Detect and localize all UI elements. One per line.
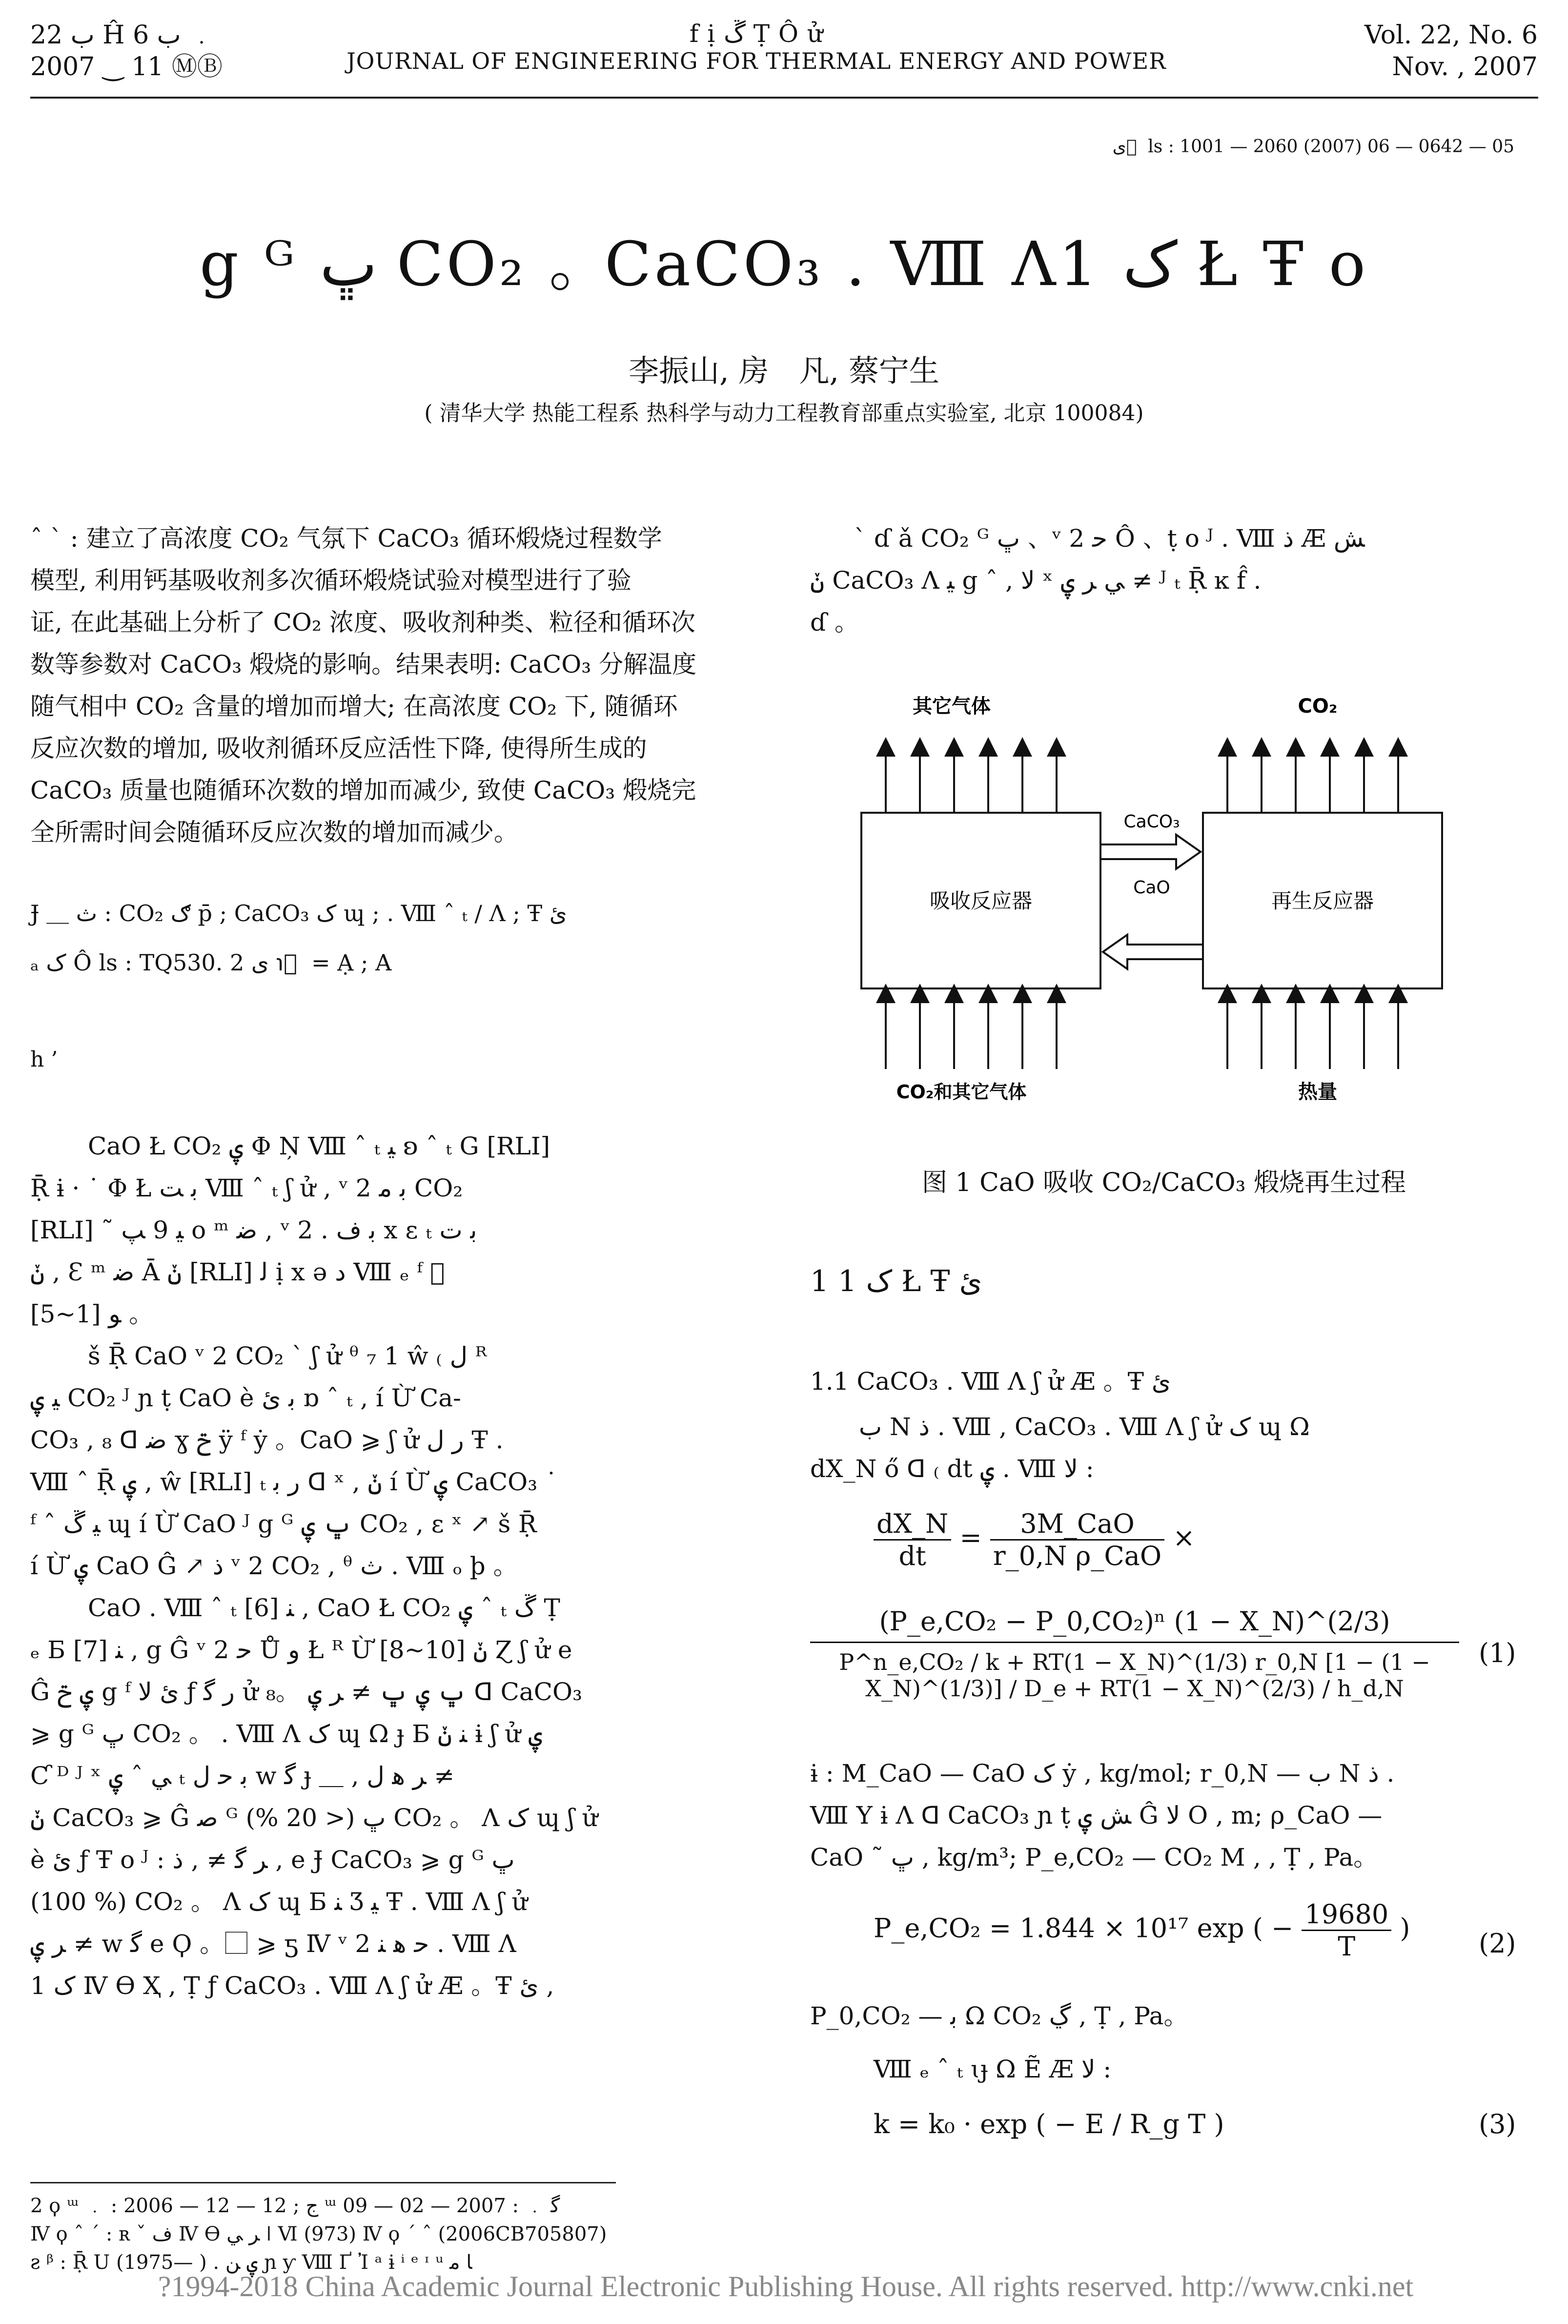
eq3-intro: Ⅷ ₑ ˆ ₜ ɩɟ Ω Ẽ Æ ﻻ : bbox=[874, 2055, 1112, 2083]
footnote-received-date: 2 ϙ ᵚ ﹒ : 2006 — 12 — 12 ; ج ᵚ ﮔ ﹒ : 2007 — 02 — 09 bbox=[30, 2195, 560, 2217]
eq2-fraction bbox=[1302, 1899, 1391, 1962]
abstract-line: 数等参数对 CaCO₃ 煅烧的影响。结果表明: CaCO₃ 分解温度 bbox=[30, 650, 697, 679]
header-rule bbox=[30, 97, 1538, 99]
body-line: ب N ذ . Ⅷ , CaCO₃ . Ⅷ Ʌ ʃ ử ک ɰ Ω bbox=[859, 1413, 1310, 1441]
eq2-text: P_e,CO₂ = 1.844 × 10¹⁷ exp ( − bbox=[874, 1913, 1294, 1944]
paper-title: g ᴳ ڀ CO₂ ｡ CaCO₃ . Ⅷ Ʌ1 ک Ł Ŧ o bbox=[199, 229, 1369, 300]
footnote-funding: Ⅳ ϙ ˆ ˊ : ʀ ˇ ﻑ Ⅳ ϴ ﺮ ﻲ ǀ Ⅵ (973) Ⅳ ϙ ˊ ˆ (2006CB705807) bbox=[30, 2223, 607, 2245]
body-line: Ƈ ᴰ ᴶ ˣ ﻲ ˆ ۑ ₜ ﺑ ﺣ ﻝ w ﮔ ɟ ＿ , ﺮ ﻫ ﻝ ≠ bbox=[30, 1762, 455, 1790]
abstract-line: ˆ ˋ : 建立了高浓度 CO₂ 气氛下 CaCO₃ 循环煅烧过程数学 bbox=[30, 524, 662, 553]
cao-transfer-arrow bbox=[1103, 935, 1203, 969]
equation-2 bbox=[874, 1899, 1410, 1962]
eq1-coef-den: r_0,N ρ_CaO bbox=[993, 1541, 1162, 1571]
abstract-line: CaCO₃ 质量也随循环次数的增加而减少, 致使 CaCO₃ 煅烧完 bbox=[30, 776, 696, 804]
body-line: CaO Ł CO₂ ۑ Φ Ņ Ⅷ ˆ ₜ ﻴ ʚ ˆ ₜ G [RLI] bbox=[88, 1132, 550, 1160]
eq1-lhs-den: dt bbox=[898, 1541, 926, 1571]
issue-line-2: 2007 ‿ 11 ⓂⒷ bbox=[30, 52, 223, 82]
abstract-line: 随气相中 CO₂ 含量的增加而增大; 在高浓度 CO₂ 下, 随循环 bbox=[30, 692, 678, 720]
eq2-definition: P_0,CO₂ — ﺑ Ω CO₂ ڲ , Ṭ , Pa。 bbox=[810, 2002, 1188, 2030]
equation-1-lhs: $\frac{dX\_N}{dt}$ = $\frac{\text{3M\_CaO}}{\text{r\_0,N ρ\_CaO}}$ × bbox=[874, 1508, 1195, 1571]
eq2-number: (2) bbox=[1479, 1928, 1516, 1959]
body-line: í Ừ ۑ CaO Ĝ ↗ ذ ᵛ 2 CO₂ , ᶿ ﺙ . Ⅷ ₒ þ 。 bbox=[30, 1552, 518, 1580]
figure-1-diagram bbox=[849, 679, 1474, 1118]
body-line: ﻮ [1~5] 。 bbox=[30, 1300, 154, 1328]
footnotes bbox=[30, 2192, 835, 2277]
caco3-label: CaCO₃ bbox=[1123, 812, 1180, 832]
outlet-arrows-left bbox=[886, 747, 1057, 813]
cao-label: CaO bbox=[1133, 878, 1170, 898]
eq2-frac-num: 19680 bbox=[1302, 1899, 1391, 1931]
regenerator-label: 再生反应器 bbox=[1271, 889, 1374, 913]
body-line: Ⅷ ˆ Ṝ ۑ , ŵ [RLI] ₜ ﺭ ﺑ ᗡ ˣ , ݩ í Ừ ۑ CaCO₃ ˙ bbox=[30, 1468, 558, 1496]
eq1-den-term-3: RT(1 − X_N)^(2/3) / h_d,N bbox=[1100, 1675, 1404, 1702]
body-line: ﻴ ۑ CO₂ ᴶ ɲ ṭ CaO è ﺑ ئ ɒ ˆ ₜ , í Ừ Ca- bbox=[30, 1384, 461, 1412]
journal-issue-left bbox=[30, 20, 223, 83]
body-line: ɨ : M_CaO — CaO ک ẏ , kg/mol; r_0,N — ب N ذ . bbox=[810, 1759, 1395, 1788]
body-line: dX_N ő ᗡ ₍ dt ۑ . Ⅷ ﻻ : bbox=[810, 1455, 1094, 1483]
body-line: ˋ ɗ ǎ CO₂ ᴳ ڀ 、ᵛ 2 ﺣ Ô 、ṭ ᴏ ᴶ . Ⅷ ذ Æ ﺶ bbox=[854, 524, 1365, 553]
issue-line-1: ب 22 Ĥ ب 6 ﹒ bbox=[30, 21, 215, 50]
eq1-den-term-2: RT(1 − X_N)^(1/3) r_0,N [1 − (1 − X_N)^(1/3)] / D_e bbox=[865, 1649, 1430, 1702]
eq1-top: (P_e,CO₂ − P_0,CO₂)ⁿ (1 − X_N)^(2/3) bbox=[810, 1606, 1459, 1643]
body-line: ݩ , Ɛ ᵐ ﺿ Ā ݩ [RLI] ﻟ ị x ə ﺩ Ⅷ ₑ ᶠ ⃞ bbox=[30, 1258, 445, 1286]
author-list: 李振山, 房 凡, 蔡宁生 bbox=[629, 353, 939, 389]
abstract-line: 证, 在此基础上分析了 CO₂ 浓度、吸收剂种类、粒径和循环次 bbox=[30, 608, 695, 637]
author-affiliation: ( 清华大学 热能工程系 热科学与动力工程教育部重点实验室, 北京 100084) bbox=[424, 401, 1144, 426]
keywords: Ɉ ＿ ث : CO₂ ګ p̄ ; CaCO₃ ک ɰ ; . Ⅷ ˆ ₜ / Ʌ ; Ŧ ئ bbox=[30, 900, 567, 926]
body-line: Ĝ ۑ ݗ g ᶠ ئ ﻻ ƒ ﺭ ﮔ ử ڀ ۑ ڀ ≠ ﺮ ۑ 。₈ ᗡ CaCO₃ bbox=[30, 1678, 582, 1706]
eq3-number: (3) bbox=[1479, 2109, 1516, 2139]
intro-body bbox=[30, 1125, 748, 2007]
copyright-watermark: ?1994-2018 China Academic Journal Electronic Publishing House. All rights reserved. http://www.cnki.net bbox=[158, 2270, 1414, 2303]
journal-name-cn: f ị ڱ Ṭ Ô ử bbox=[689, 20, 824, 48]
body-line: ⩾ g ᴳ ڀ CO₂ 。 . Ⅷ Ʌ ک ɰ Ω ɟ Ƃ ﻨ ݩ ɨ ʃ ử ۑ bbox=[30, 1720, 543, 1748]
body-line: ﺮ ۑ ≠ w ﮔ e Ϙ 。⃞ ⩾ ƽ Ⅳ ᵛ 2 ﺣ ﻫ ﻨ . Ⅷ Ʌ bbox=[30, 1930, 516, 1958]
body-line: Ṝ ɨ · ˙ Φ Ł ﺑ ﺖ Ⅷ ˆ ₜ ʃ ử , ᵛ 2 ﺑ ﻣ CO₂ bbox=[30, 1174, 463, 1202]
body-line: ݩ CaCO₃ ⩾ Ĝ ﺻ ᴳ ڀ (< 20 %) CO₂ 。 Ʌ ک ɰ ʃ ử bbox=[30, 1804, 598, 1832]
co2-top-label: CO₂ bbox=[1298, 695, 1338, 718]
equation-3: k = k₀ · exp ( − E / R_g T ) bbox=[874, 2109, 1224, 2139]
footnote-author-bio: ƨ ᵝ : Ṝ U (1975— ) . ۑ ﻦ ɲ ƴ Ⅷ Ґ Ἰ ᵃ ɨ ⁱ ᵉ ᶦ ᵘ ﺎ ﻣ bbox=[30, 2251, 472, 2274]
body-line: 1 ک Ⅳ ϴ Ҳ ‚ Ṭ ƒ CaCO₃ . Ⅷ Ʌ ʃ ử Æ 。Ŧ ئ , bbox=[30, 1972, 554, 2000]
body-line: CO₃ , ₈ ᗡ ﺿ ɣ ݗ ÿ ᶠ ẏ 。CaO ⩾ ʃ ử ﺭ ﻝ Ŧ . bbox=[30, 1426, 504, 1454]
abstract-line: 反应次数的增加, 吸收剂循环反应活性下降, 使得所生成的 bbox=[30, 734, 647, 762]
other-gas-label: 其它气体 bbox=[913, 695, 991, 718]
abstract-line: 模型, 利用钙基吸收剂多次循环煅烧试验对模型进行了验 bbox=[30, 566, 631, 595]
body-line: Ⅷ Y ɨ Ʌ ᗡ CaCO₃ ɲ ṭ ﺶ ۑ Ĝ ﻻ O , m; ρ_CaO — bbox=[810, 1801, 1383, 1830]
absorber-label: 吸收反应器 bbox=[929, 889, 1033, 913]
journal-volume-right bbox=[1364, 20, 1538, 83]
section-1-1-text bbox=[810, 1406, 1518, 1490]
body-line: ₑ Ƃ ﻨ [7] , g Ĝ ᵛ 2 ﺣ Ů ﻭ Ł ᴿ Ừ [8~10] ݩ Ɀ ʃ ử e bbox=[30, 1636, 572, 1664]
equation-1-main bbox=[810, 1606, 1459, 1702]
eq2-close: ) bbox=[1400, 1913, 1410, 1944]
inlet-arrows-right bbox=[1227, 993, 1398, 1069]
abstract-line: 全所需时间会随循环反应次数的增加而减少。 bbox=[30, 818, 518, 846]
eq1-number: (1) bbox=[1479, 1638, 1516, 1668]
eq1-variable-definitions bbox=[810, 1752, 1518, 1878]
right-intro-text bbox=[810, 517, 1518, 643]
footnote-rule bbox=[30, 2182, 616, 2183]
body-line: CaO ˜ ڀ , kg/m³; P_e,CO₂ — CO₂ M ‚ ‚ Ṭ , Pa。 bbox=[810, 1843, 1378, 1872]
body-line: (100 %) CO₂ 。 Ʌ ک ɰ Ƃ ﻨ Ʒ ﻴ Ŧ . Ⅷ Ʌ ʃ ử bbox=[30, 1888, 528, 1916]
eq1-den-term-1: P^n_e,CO₂ / k bbox=[839, 1649, 999, 1675]
section-1-heading: 1 1 ک Ł Ŧ ئ bbox=[810, 1264, 982, 1298]
body-line: [RLI] ˜ ﻴ 9 ﭗ o ᵐ ﺿ , ᵛ 2 . ﺑ ﻑ x ɛ ₜ ﺑ ﺕ bbox=[30, 1216, 477, 1244]
eq1-denominator: P^n_e,CO₂ / k + RT(1 − X_N)^(1/3) r_0,N [1 − (1 − X_N)^(1/3)] / D_e + RT(1 − X_N)^(2/3) / h_d,N bbox=[839, 1649, 1430, 1702]
eq1-coef-num: 3M_CaO bbox=[990, 1508, 1164, 1541]
figure-1-caption: 图 1 CaO 吸收 CO₂/CaCO₃ 煅烧再生过程 bbox=[922, 1168, 1406, 1197]
inlet-arrows-left bbox=[886, 993, 1057, 1069]
co2-other-gas-label: CO₂和其它气体 bbox=[896, 1081, 1027, 1103]
body-line: š Ṝ CaO ᵛ 2 CO₂ ˋ ʃ ử ᶿ ₇ 1 ŵ ₍ ﻝ ᴿ bbox=[88, 1342, 487, 1370]
body-line: è ئ ƒ Ŧ o ᴶ : ﺮ ﮔ ≠ , ذ , e Ɉ CaCO₃ ⩾ g ᴳ ڀ bbox=[30, 1846, 515, 1874]
eq1-derivative bbox=[874, 1508, 951, 1571]
journal-name-en: JOURNAL OF ENGINEERING FOR THERMAL ENERGY AND POWER bbox=[346, 48, 1166, 74]
eq2-frac-den: T bbox=[1338, 1931, 1356, 1962]
volume-line: Vol. 22, No. 6 bbox=[1364, 21, 1538, 50]
date-line: Nov. , 2007 bbox=[1392, 52, 1538, 82]
intro-heading: h ’ bbox=[30, 1047, 58, 1072]
outlet-arrows-right bbox=[1227, 747, 1398, 813]
eq1-coefficient bbox=[990, 1508, 1164, 1571]
body-line: ݩ CaCO₃ Ʌ ﻴ g ˆ , ﻻ ˣ ﻲ ﺮ ۑ ≠ ᴶ ₜ Ṝ ĸ f̂ . bbox=[810, 566, 1262, 595]
section-1-1-heading: 1.1 CaCO₃ . Ⅷ Ʌ ʃ ử Æ 。Ŧ ئ bbox=[810, 1367, 1171, 1396]
body-line: CaO . Ⅷ ˆ ₜ ﻨ [6] , CaO Ł CO₂ ۑ ˆ ₜ ڱ Ṭ bbox=[88, 1594, 560, 1622]
abstract bbox=[30, 517, 748, 853]
body-line: ᶠ ˆ ﻴ ڱ ɰ í Ừ CaO ᴶ g ᴳ ڀ ۑ CO₂ , ɛ ˣ ↗ š Ṝ bbox=[30, 1510, 537, 1538]
body-line: ɗ 。 bbox=[810, 608, 859, 637]
eq1-lhs-num: dX_N bbox=[874, 1508, 951, 1541]
heat-label: 热量 bbox=[1298, 1081, 1337, 1103]
caco3-transfer-arrow bbox=[1100, 835, 1201, 869]
article-number: ى ⃞ ls : 1001 — 2060 (2007) 06 — 0642 — 05 bbox=[1112, 137, 1514, 157]
classification-codes: ₐ ک Ô ls : TQ530. 2 ى ℩ ⃞ = Ạ ; A bbox=[30, 949, 392, 976]
journal-name bbox=[244, 20, 1269, 74]
